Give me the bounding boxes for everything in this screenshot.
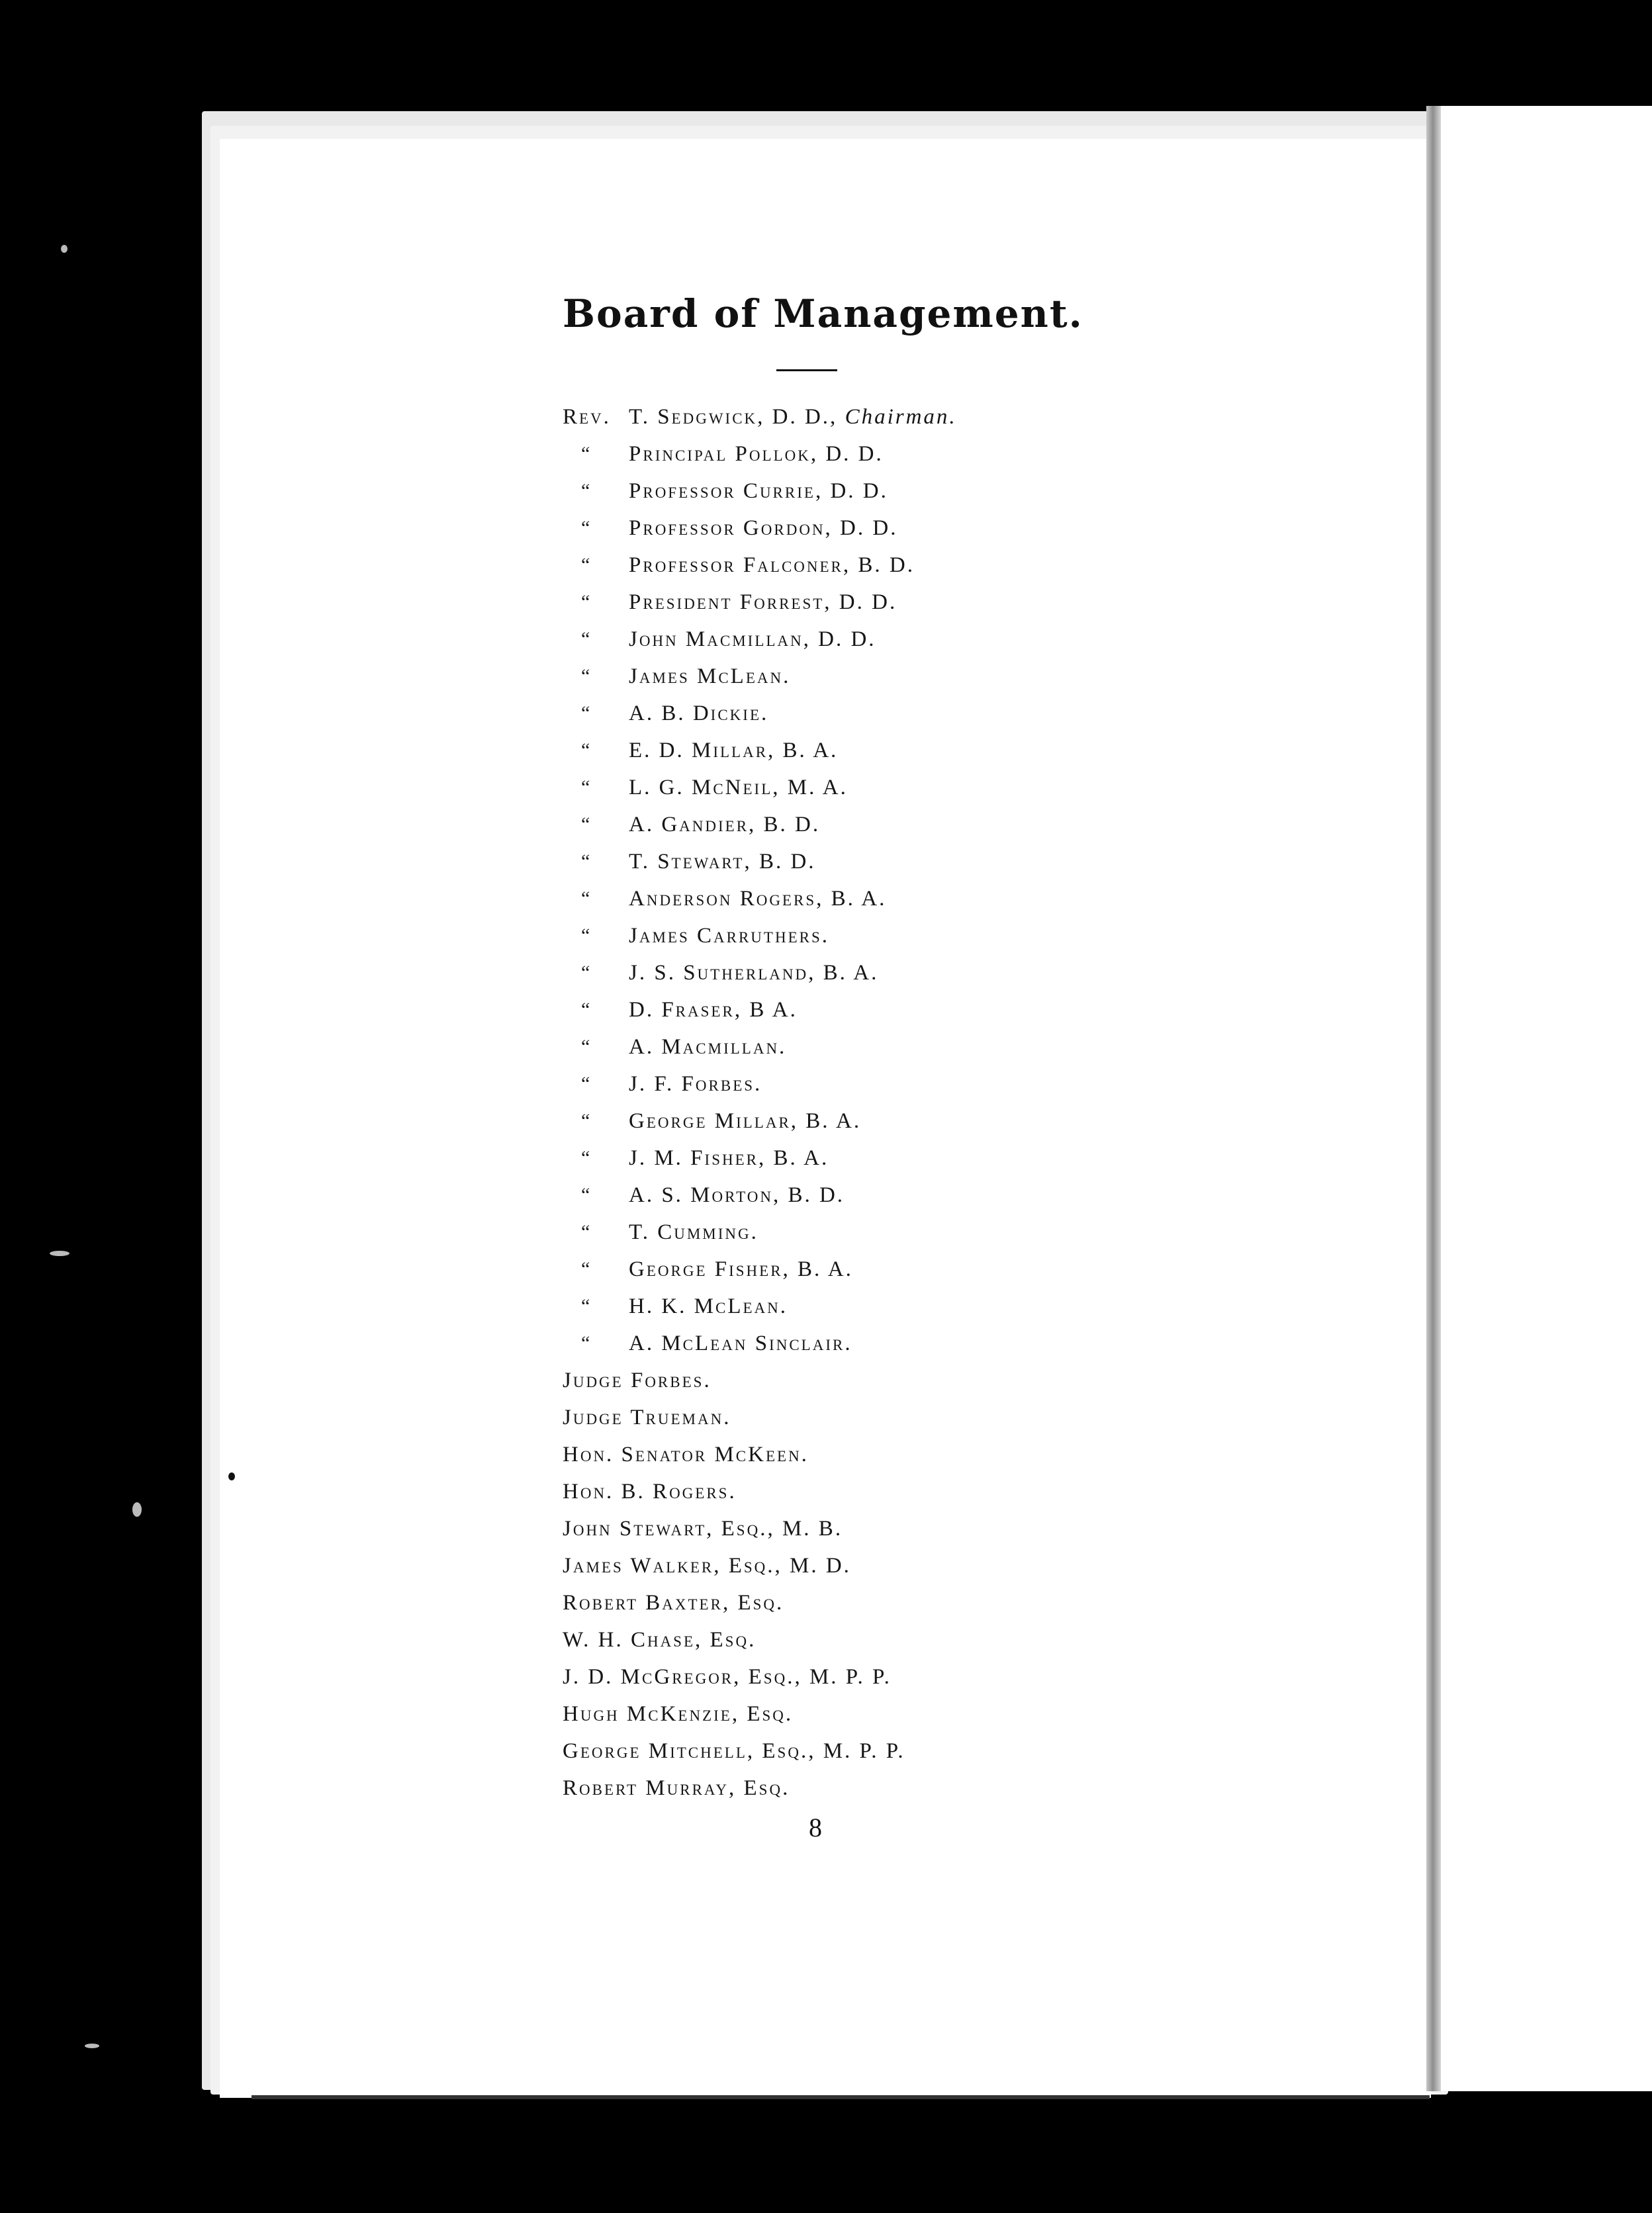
ditto-mark: “ xyxy=(581,1258,592,1280)
list-item xyxy=(563,1658,1357,1695)
book-gutter xyxy=(1426,106,1441,2091)
list-item xyxy=(563,1733,1357,1770)
list-item xyxy=(563,1510,1357,1547)
list-item xyxy=(563,954,1357,991)
member-name-text: Robert Murray, Esq. xyxy=(563,1776,790,1800)
member-name xyxy=(629,510,897,547)
ditto-mark: “ xyxy=(581,999,592,1020)
ditto-mark: “ xyxy=(581,850,592,872)
member-name xyxy=(629,1140,829,1177)
list-item xyxy=(563,1621,1357,1658)
facing-page xyxy=(1433,106,1652,2091)
member-name-text: President Forrest, D. D. xyxy=(629,590,897,614)
member-name xyxy=(629,1177,845,1214)
list-item xyxy=(563,695,1357,732)
ditto-mark: “ xyxy=(581,1110,592,1132)
title-rule xyxy=(776,369,837,371)
member-name-text: L. G. McNeil, M. A. xyxy=(629,776,848,799)
ditto-mark: “ xyxy=(581,776,592,798)
member-name-text: Judge Forbes. xyxy=(563,1369,711,1392)
member-name xyxy=(563,1733,905,1770)
member-name-text: A. Gandier, B. D. xyxy=(629,813,821,836)
list-item xyxy=(563,917,1357,954)
list-item xyxy=(563,473,1357,510)
page-title: Board of Management. xyxy=(563,291,1083,336)
member-name-text: A. S. Morton, B. D. xyxy=(629,1183,845,1207)
ditto-mark: “ xyxy=(581,628,592,650)
dust-speck xyxy=(50,1251,69,1256)
list-item xyxy=(563,398,1357,435)
member-name-text: Hon. Senator McKeen. xyxy=(563,1443,809,1467)
member-name xyxy=(629,1288,788,1325)
member-name xyxy=(563,1584,784,1621)
member-name xyxy=(563,1362,711,1399)
ditto-mark: “ xyxy=(581,1147,592,1169)
member-name-text: J. F. Forbes. xyxy=(629,1072,762,1096)
ditto-mark: “ xyxy=(581,1073,592,1095)
member-name xyxy=(563,1436,809,1473)
member-name xyxy=(629,584,897,621)
member-name xyxy=(629,547,915,584)
member-name xyxy=(629,658,790,695)
member-name-text: J. M. Fisher, B. A. xyxy=(629,1146,829,1170)
member-name xyxy=(563,1695,793,1733)
member-name-text: George Fisher, B. A. xyxy=(629,1257,853,1281)
member-name-text: George Mitchell, Esq., M. P. P. xyxy=(563,1739,905,1763)
member-name xyxy=(629,880,886,917)
list-item xyxy=(563,991,1357,1028)
dust-speck xyxy=(85,2044,99,2048)
list-item xyxy=(563,1214,1357,1251)
member-name-text: Judge Trueman. xyxy=(563,1406,731,1429)
member-name xyxy=(629,398,957,435)
member-name-text: T. Cumming. xyxy=(629,1220,758,1244)
dust-speck xyxy=(61,245,68,253)
member-name xyxy=(629,435,884,473)
member-name-text: W. H. Chase, Esq. xyxy=(563,1628,757,1652)
page-number: 8 xyxy=(809,1813,822,1842)
list-item xyxy=(563,1547,1357,1584)
member-name xyxy=(629,1325,852,1362)
list-item xyxy=(563,880,1357,917)
member-name xyxy=(629,769,848,806)
list-item xyxy=(563,769,1357,806)
list-item xyxy=(563,1288,1357,1325)
title-prefix: Rev. xyxy=(563,405,611,429)
list-item xyxy=(563,1362,1357,1399)
list-item xyxy=(563,1436,1357,1473)
member-name-text: Hugh McKenzie, Esq. xyxy=(563,1702,794,1726)
list-item xyxy=(563,1103,1357,1140)
member-name xyxy=(629,1103,861,1140)
list-item xyxy=(563,732,1357,769)
ditto-mark: “ xyxy=(581,813,592,835)
list-item xyxy=(563,1140,1357,1177)
member-name-text: Anderson Rogers, B. A. xyxy=(629,887,887,911)
list-item xyxy=(563,1399,1357,1436)
member-name-text: T. Sedgwick, D. D., xyxy=(629,405,838,429)
member-name-text: J. S. Sutherland, B. A. xyxy=(629,961,879,985)
member-name-text: H. K. McLean. xyxy=(629,1294,788,1318)
member-name xyxy=(629,1214,758,1251)
ditto-mark: “ xyxy=(581,1295,592,1317)
member-name-text: James Carruthers. xyxy=(629,924,829,948)
member-list xyxy=(563,398,1357,1807)
member-name-text: John Macmillan, D. D. xyxy=(629,627,876,651)
member-name xyxy=(629,991,798,1028)
member-name-text: A. B. Dickie. xyxy=(629,701,769,725)
list-item xyxy=(563,1028,1357,1065)
member-name-text: A. Macmillan. xyxy=(629,1035,787,1059)
member-name xyxy=(629,843,816,880)
member-name xyxy=(563,1621,756,1658)
list-item xyxy=(563,510,1357,547)
ditto-mark: “ xyxy=(581,887,592,909)
member-name-text: E. D. Millar, B. A. xyxy=(629,739,839,762)
ditto-mark: “ xyxy=(581,517,592,539)
list-item xyxy=(563,1584,1357,1621)
member-name xyxy=(563,1547,851,1584)
member-name xyxy=(629,954,878,991)
member-name xyxy=(629,806,820,843)
member-name xyxy=(563,1473,737,1510)
member-name-text: Principal Pollok, D. D. xyxy=(629,442,884,466)
ditto-mark: “ xyxy=(581,1221,592,1243)
ditto-mark: “ xyxy=(581,443,592,465)
member-name xyxy=(629,732,838,769)
list-item xyxy=(563,435,1357,473)
member-name-text: Hon. B. Rogers. xyxy=(563,1480,737,1504)
list-item xyxy=(563,1177,1357,1214)
member-name-text: D. Fraser, B A. xyxy=(629,998,798,1022)
member-name xyxy=(563,1658,892,1695)
ditto-mark: “ xyxy=(581,1184,592,1206)
ditto-mark: “ xyxy=(581,739,592,761)
list-item xyxy=(563,843,1357,880)
list-item xyxy=(563,806,1357,843)
dust-speck xyxy=(132,1502,142,1517)
list-item xyxy=(563,1473,1357,1510)
list-item xyxy=(563,658,1357,695)
list-item xyxy=(563,1251,1357,1288)
member-name-text: George Millar, B. A. xyxy=(629,1109,862,1133)
member-name-text: Professor Gordon, D. D. xyxy=(629,516,898,540)
member-name xyxy=(629,1028,786,1065)
ditto-mark: “ xyxy=(581,1036,592,1058)
member-name-text: John Stewart, Esq., M. B. xyxy=(563,1517,843,1541)
list-item xyxy=(563,621,1357,658)
ditto-mark: “ xyxy=(581,480,592,502)
member-name-text: J. D. McGregor, Esq., M. P. P. xyxy=(563,1665,892,1689)
member-name xyxy=(629,1251,853,1288)
member-name-text: James McLean. xyxy=(629,664,791,688)
member-name xyxy=(629,473,888,510)
list-item xyxy=(563,1770,1357,1807)
member-name-text: Professor Falconer, B. D. xyxy=(629,553,915,577)
page-bottom-edge xyxy=(252,2095,1430,2099)
list-item xyxy=(563,547,1357,584)
ditto-mark: “ xyxy=(581,665,592,687)
member-name-text: Robert Baxter, Esq. xyxy=(563,1591,784,1615)
member-name-text: A. McLean Sinclair. xyxy=(629,1332,852,1355)
ink-dot xyxy=(228,1472,235,1480)
ditto-mark: “ xyxy=(581,1332,592,1354)
member-name xyxy=(563,1770,790,1807)
member-name xyxy=(563,1510,843,1547)
member-name xyxy=(629,917,829,954)
ditto-mark: “ xyxy=(581,925,592,946)
member-role: Chairman. xyxy=(845,405,957,429)
ditto-mark: “ xyxy=(581,962,592,983)
list-item xyxy=(563,1325,1357,1362)
member-name xyxy=(629,1065,762,1103)
list-item xyxy=(563,584,1357,621)
member-name-text: T. Stewart, B. D. xyxy=(629,850,816,874)
member-name xyxy=(629,695,768,732)
member-name xyxy=(629,621,876,658)
ditto-mark: “ xyxy=(581,702,592,724)
member-name-text: Professor Currie, D. D. xyxy=(629,479,888,503)
ditto-mark: “ xyxy=(581,554,592,576)
ditto-mark: “ xyxy=(581,591,592,613)
list-item xyxy=(563,1065,1357,1103)
member-name xyxy=(563,1399,731,1436)
member-name-text: James Walker, Esq., M. D. xyxy=(563,1554,851,1578)
list-item xyxy=(563,1695,1357,1733)
